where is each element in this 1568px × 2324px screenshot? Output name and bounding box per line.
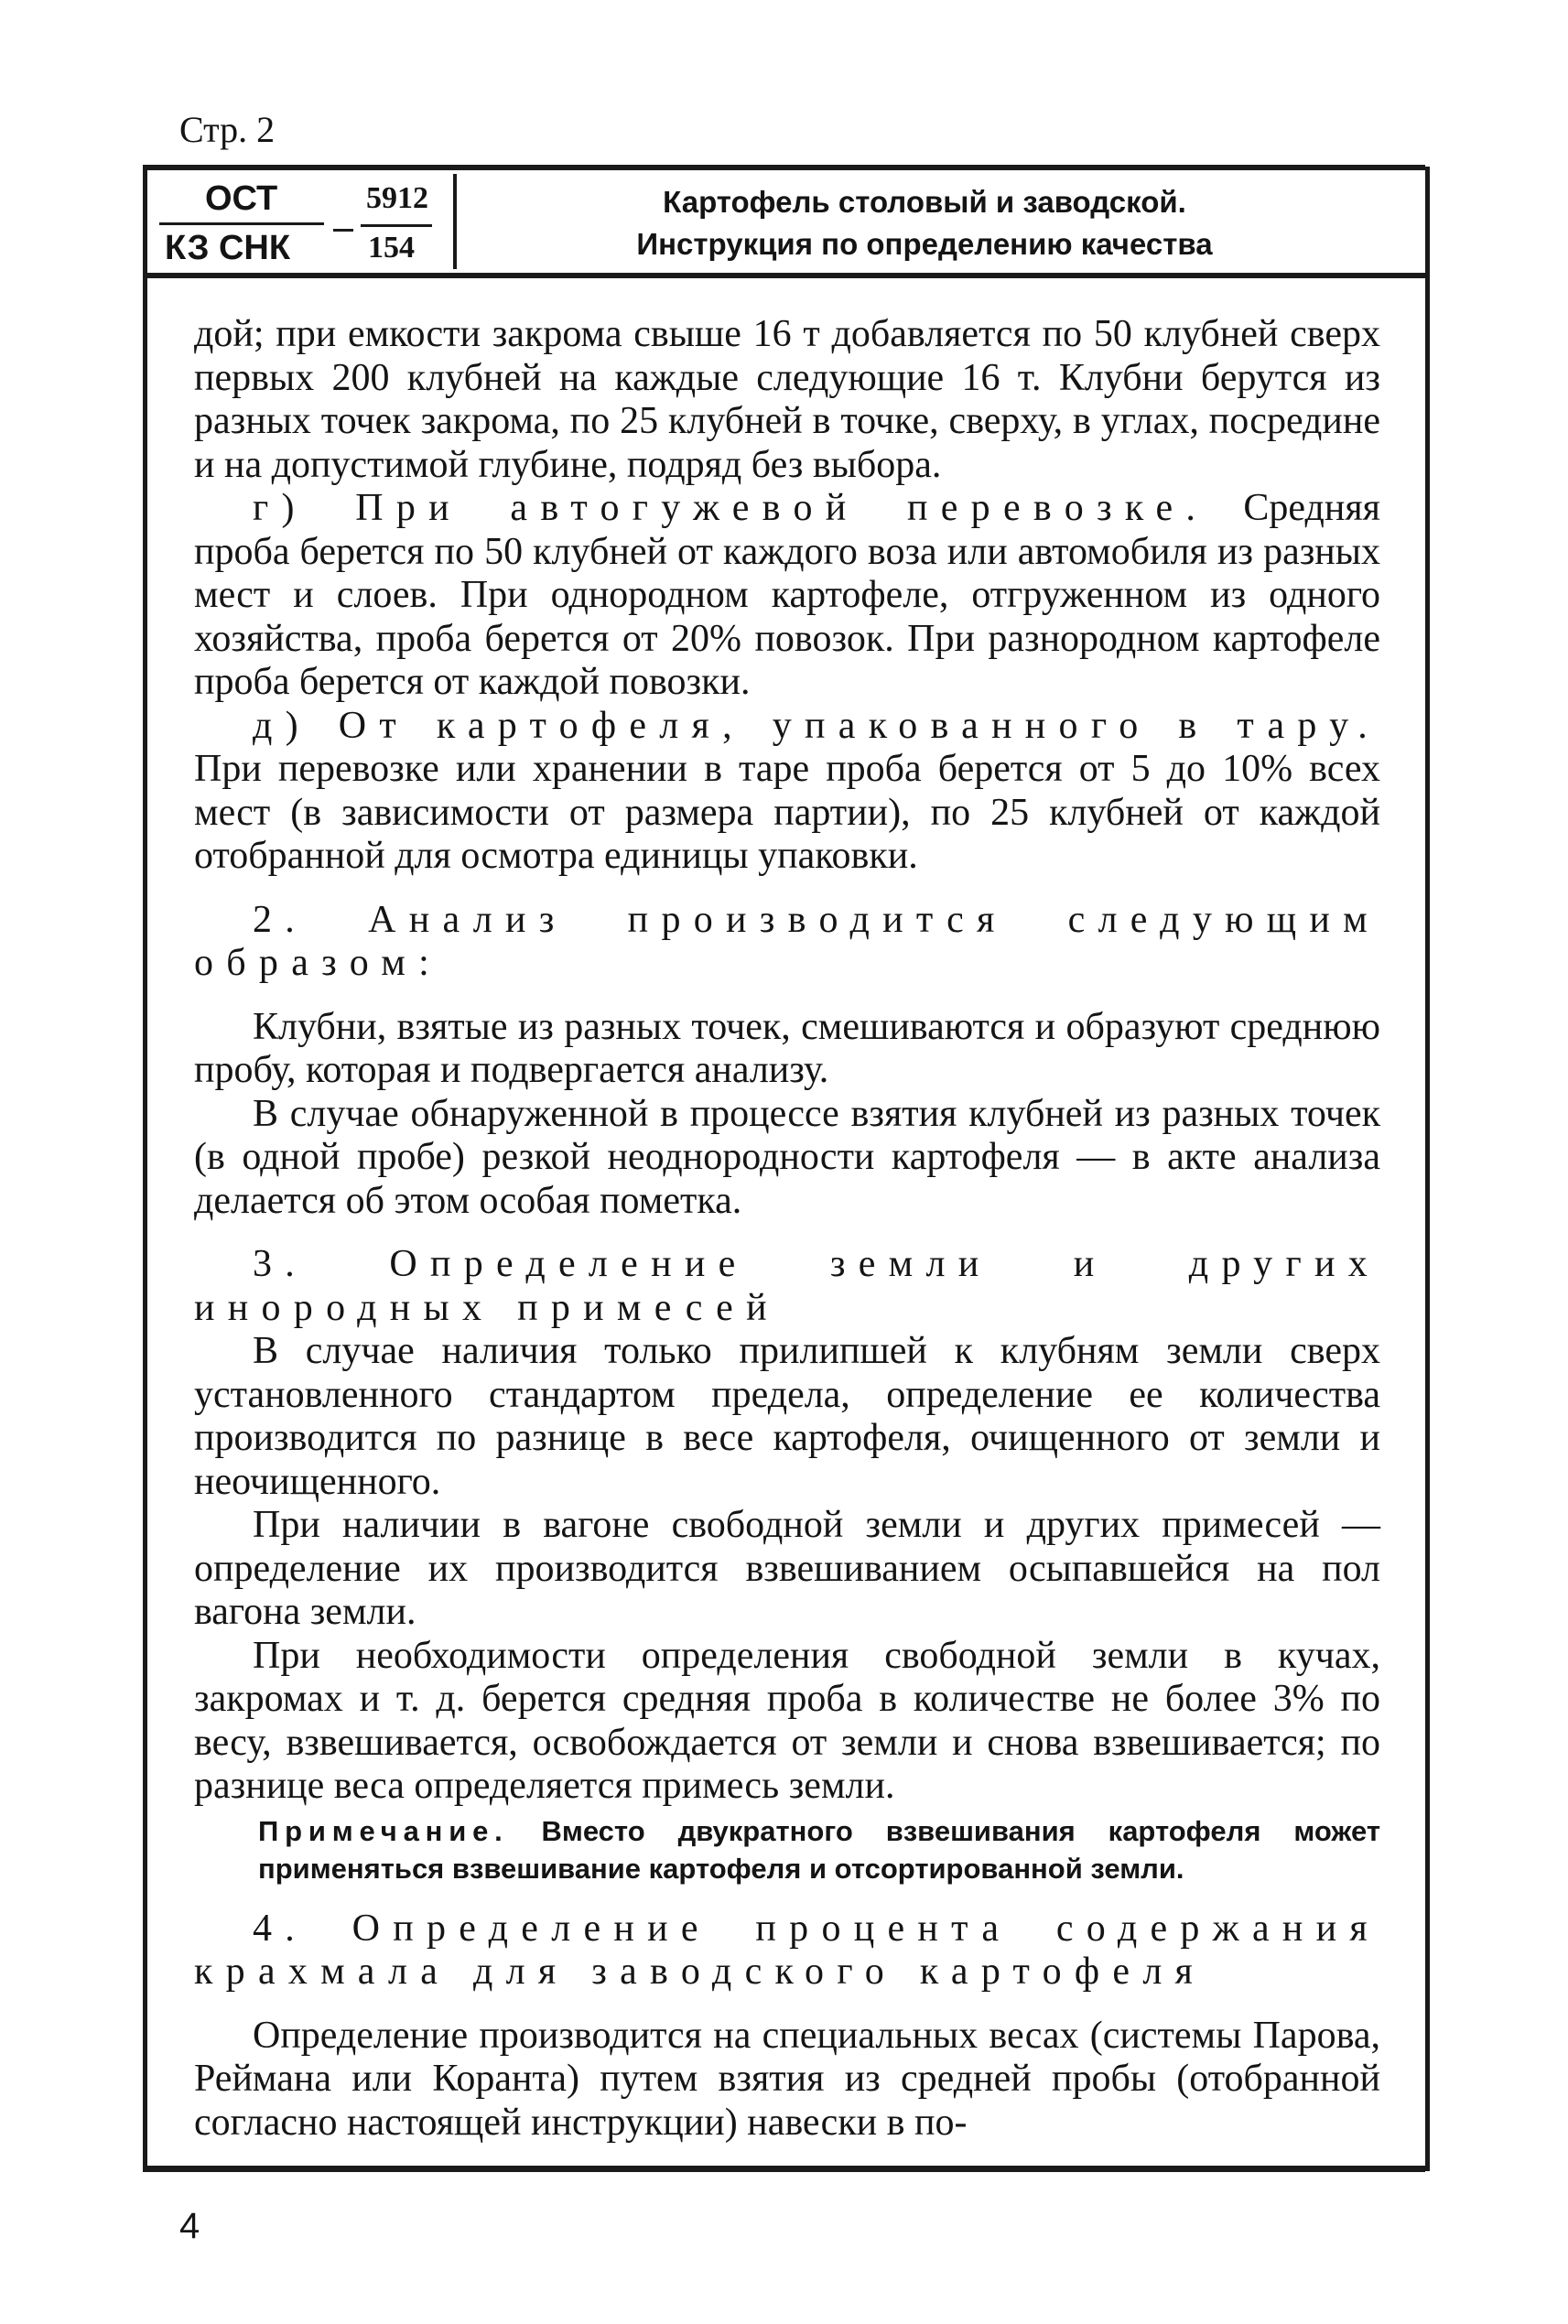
paragraph-3-lead: д) От картофеля, упакованного в тару. [253,704,1380,747]
paragraph-1: дой; при емкости закрома свыше 16 т добавляется по 50 клубней сверх первых 200 клубней на каждые следующие 16 т. Клубни берутся из разных точек закрома, по 25 клубней в точке, сверху, в углах, посредине и на допустимой глубине, подряд без выбора. [194,313,1380,486]
code-sub: 154 [368,231,415,265]
code-dash [333,229,353,232]
title-line-2: Инструкция по определению качества [636,227,1213,261]
page-number: 4 [179,2206,200,2246]
frame-top-rule [143,165,1425,170]
paragraph-4: Клубни, взятые из разных точек, смешиваются и образуют среднюю пробу, которая и подвергается анализу. [194,1005,1380,1091]
section-heading-4: 4. Определение процента содержания крахмала для заводского картофеля [194,1907,1380,1993]
paragraph-3 [194,705,1380,879]
document-title [513,181,1336,265]
paragraph-2 [194,487,1380,705]
paragraph-3-text: При перевозке или хранении в таре проба берется от 5 до 10% всех мест (в зависимости от размера партии), по 25 клубней от каждой отобранной для осмотра единицы упаковки. [194,748,1380,877]
section-heading-2: 2. Анализ производится следующим образом: [194,898,1380,984]
page-label: Стр. 2 [179,109,276,150]
code-bottom: КЗ СНК [165,229,291,267]
header-bottom-rule [143,273,1425,278]
title-line-1: Картофель столовый и заводской. [663,185,1186,219]
paragraph-9: Определение производится на специальных весах (системы Парова, Реймана или Коранта) путем взятия из средней пробы (отобранной согласно настоящей инструкции) навески в по- [194,2014,1380,2144]
paragraph-2-lead: г) При автогужевой перевозке. [253,487,1209,529]
body-text [194,313,1380,2145]
code-top: ОСТ [205,179,278,218]
code-number: 5912 [366,181,428,215]
paragraph-6: В случае наличия только прилипшей к клубням земли сверх установленного стандартом предела, определение ее количества производится по разнице в весе картофеля, очищенного от земли и неочищенного. [194,1330,1380,1503]
paragraph-7: При наличии в вагоне свободной земли и других примесей — определение их производится взвешиванием осыпавшейся на пол вагона земли. [194,1504,1380,1633]
note-lead: Примечание. [258,1814,509,1847]
header-divider [453,174,457,269]
code-fraction-line [159,222,324,225]
note-text: Вместо двукратного взвешивания картофеля может применяться взвешивание картофеля и отсортированной земли. [258,1814,1380,1885]
frame-bottom-rule [143,2166,1425,2172]
note [194,1812,1380,1887]
section-heading-3: 3. Определение земли и других инородных примесей [194,1243,1380,1329]
paragraph-2-text: Средняя проба берется по 50 клубней от каждого воза или автомобиля из разных мест и слоев. При однородном картофеле, отгруженном из одного хозяйства, проба берется от 20% повозок. При разнородном картофеле проба берется от каждой повозки. [194,487,1380,703]
paragraph-5: В случае обнаруженной в процессе взятия клубней из разных точек (в одной пробе) резкой неоднородности картофеля — в акте анализа делается об этом особая пометка. [194,1092,1380,1222]
paragraph-8: При необходимости определения свободной земли в кучах, закромах и т. д. берется средняя проба в количестве не более 3% по весу, взвешивается, освобождается от земли и снова взвешивается; по разнице веса определяется примесь земли. [194,1634,1380,1807]
standard-code [157,179,450,267]
code-number-line [361,224,432,227]
